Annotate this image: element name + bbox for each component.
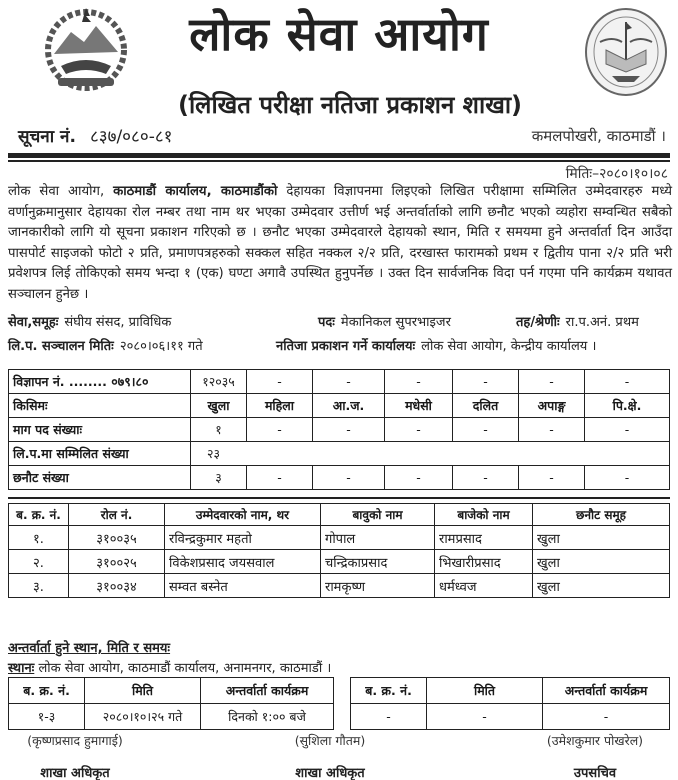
row-label: छनौट संख्या [9, 466, 191, 490]
serial-cell: २. [9, 550, 69, 574]
cell: - [519, 418, 585, 442]
cell: १२०३५ [191, 370, 247, 394]
col-header: मिति [85, 678, 201, 704]
page-title: लोक सेवा आयोग [189, 7, 489, 61]
signatory-designation: उपसचिव [573, 766, 617, 780]
serial-range-cell: - [351, 704, 427, 730]
date-cell: - [427, 704, 543, 730]
section-divider [8, 497, 670, 499]
cell: आ.ज. [313, 394, 385, 418]
place-label: स्थानः [8, 661, 35, 676]
notice-date: मितिः–२०८०।१०।०८ [565, 166, 668, 182]
roll-cell: ३१००३४ [69, 574, 165, 598]
paragraph-bold-office: काठमाडौं कार्यालय, काठमाडौंको [113, 184, 278, 199]
father-cell: रामकृष्ण [321, 574, 435, 598]
cell: - [585, 466, 670, 490]
cell: - [247, 466, 313, 490]
cell: - [453, 466, 519, 490]
cell: - [519, 370, 585, 394]
level-value: रा.प.अनं. प्रथम [565, 315, 639, 330]
cell: - [385, 418, 453, 442]
father-cell: चन्द्रिकाप्रसाद [321, 550, 435, 574]
col-header: अन्तर्वार्ता कार्यक्रम [543, 678, 670, 704]
cell: दलित [453, 394, 519, 418]
candidate-table [8, 503, 670, 598]
grandfather-cell: रामप्रसाद [435, 526, 533, 550]
level-label: तह/श्रेणीः [516, 315, 560, 330]
cell: - [453, 370, 519, 394]
service-label: सेवा,समूहः [8, 315, 59, 330]
interview-heading: अन्तर्वार्ता हुने स्थान, मिति र समयः [8, 641, 171, 656]
cell: अपाङ्ग [519, 394, 585, 418]
schedule-header-row [351, 678, 670, 704]
cell: - [385, 466, 453, 490]
col-header: ब. क्र. नं. [351, 678, 427, 704]
vacancy-row-participants [9, 442, 670, 466]
vacancy-row-selected [9, 466, 670, 490]
signature-block [525, 732, 665, 780]
col-header: ब. क्र. नं. [9, 504, 69, 526]
interview-schedule-right [350, 677, 670, 730]
vacancy-row-category [9, 394, 670, 418]
interview-schedule-left [8, 677, 334, 730]
cell: पि.क्षे. [585, 394, 670, 418]
cell: ३ [191, 466, 247, 490]
serial-range-cell: १-३ [9, 704, 85, 730]
schedule-row [9, 704, 334, 730]
paragraph-prefix: लोक सेवा आयोग, [8, 184, 114, 199]
cell: - [313, 418, 385, 442]
col-header: बाजेको नाम [435, 504, 533, 526]
cell: - [247, 370, 313, 394]
header-divider-thin [8, 160, 670, 162]
date-cell: २०८०।१०।२५ गते [85, 704, 201, 730]
cell: - [519, 466, 585, 490]
exam-date-value: २०८०।०६।११ गते [119, 339, 203, 354]
row-label: किसिमः [9, 394, 191, 418]
group-cell: खुला [533, 526, 670, 550]
cell: - [585, 370, 670, 394]
table-row [9, 526, 670, 550]
serial-cell: ३. [9, 574, 69, 598]
notice-value: ८३७/०८०-८१ [89, 127, 173, 147]
cell: - [313, 466, 385, 490]
row-label: माग पद संख्याः [9, 418, 191, 442]
name-cell: सम्वत बस्नेत [165, 574, 321, 598]
document-header [0, 0, 678, 160]
cell: मधेसी [385, 394, 453, 418]
office-value: लोक सेवा आयोग, केन्द्रीय कार्यालय । [421, 339, 597, 354]
vacancy-table [8, 369, 670, 490]
schedule-row [351, 704, 670, 730]
col-header: ब. क्र. नं. [9, 678, 85, 704]
signature-block [20, 732, 130, 780]
group-cell: खुला [533, 574, 670, 598]
cell: खुला [191, 394, 247, 418]
row-label: विज्ञापन नं. ........ ०७९।८० [9, 370, 191, 394]
col-header: अन्तर्वार्ता कार्यक्रम [201, 678, 334, 704]
grandfather-cell: भिखारीप्रसाद [435, 550, 533, 574]
schedule-header-row [9, 678, 334, 704]
cell: - [585, 418, 670, 442]
signatory-name: (कृष्णप्रसाद हुमागाई) [27, 733, 123, 748]
group-cell: खुला [533, 550, 670, 574]
cell: - [247, 418, 313, 442]
col-header: उम्मेदवारको नाम, थर [165, 504, 321, 526]
cell: महिला [247, 394, 313, 418]
row-label: लि.प.मा सम्मिलित संख्या [9, 442, 191, 466]
col-header: छनौट समूह [533, 504, 670, 526]
cell: १ [191, 418, 247, 442]
candidate-header-row [9, 504, 670, 526]
father-cell: गोपाल [321, 526, 435, 550]
vacancy-row-advert [9, 370, 670, 394]
col-header: रोल नं. [69, 504, 165, 526]
name-cell: रविन्द्रकुमार महतो [165, 526, 321, 550]
roll-cell: ३१००२५ [69, 550, 165, 574]
program-cell: दिनको १:०० बजे [201, 704, 334, 730]
post-label: पदः [318, 315, 335, 330]
signatory-name: (सुशिला गौतम) [294, 733, 366, 748]
office-label: नतिजा प्रकाशन गर्ने कार्यालयः [276, 339, 416, 354]
meta-line-1 [8, 312, 672, 330]
page-subtitle: (लिखित परीक्षा नतिजा प्रकाशन शाखा) [177, 91, 523, 119]
notice-label: सूचना नं. [18, 127, 76, 147]
vacancy-row-posts [9, 418, 670, 442]
name-cell: विकेशप्रसाद जयसवाल [165, 550, 321, 574]
roll-cell: ३१००३५ [69, 526, 165, 550]
table-row [9, 574, 670, 598]
exam-date-label: लि.प. सञ्चालन मितिः [8, 339, 114, 354]
place-value: लोक सेवा आयोग, काठमाडौं कार्यालय, अनामनगर, काठमाडौं । [38, 661, 332, 676]
interview-place [8, 658, 331, 676]
notice-number [18, 124, 173, 147]
program-cell: - [543, 704, 670, 730]
cell: २३ [191, 442, 670, 466]
meta-line-2 [8, 336, 672, 354]
service-value: संघीय संसद, प्राविधिक [64, 315, 172, 330]
cell: - [453, 418, 519, 442]
serial-cell: १. [9, 526, 69, 550]
post-value: मेकानिकल सुपरभाइजर [340, 315, 451, 330]
grandfather-cell: धर्मध्वज [435, 574, 533, 598]
header-divider-thick [8, 153, 670, 158]
notice-paragraph [8, 182, 672, 305]
col-header: बावुको नाम [321, 504, 435, 526]
col-header: मिति [427, 678, 543, 704]
table-row [9, 550, 670, 574]
office-location: कमलपोखरी, काठमाडौं । [531, 127, 666, 145]
cell: - [313, 370, 385, 394]
paragraph-body: देहायका विज्ञापनमा लिइएको लिखित परीक्षामा सम्मिलित उम्मेदवारहरु मध्ये वर्णानुक्रमानुसार देहायका रोल नम्बर तथा नाम थर भएका उम्मेदवार उत्तीर्ण भई अन्तर्वार्ताको लागि छनौट भएको व्यहोरा सम्वन्धित सबैको जानकारीको लागि यो सूचना प्रकाशन गरिएको छ । छनौट भएका उम्मेदवारले देहायको स्थान, मिति र समयमा हुने अन्तर्वार्ता दिन आउँदा पासपोर्ट साइजको फोटो २ प्रति, प्रमाणपत्रहरुको सक्कल सहित नक्कल २/२ प्रति, दरखास्त फारामको प्रथम र द्वितीय पाना २/२ प्रति भरी प्रवेशपत्र लिई तोकिएको समय भन्दा १ (एक) घण्टा अगावै उपस्थित हुनुपर्नेछ । उक्त दिन सार्वजनिक विदा पर्न गएमा पनि कार्यक्रम यथावत सञ्चालन हुनेछ । [8, 184, 672, 302]
cell: - [385, 370, 453, 394]
signatory-designation: शाखा अधिकृत [40, 766, 110, 780]
signatory-name: (उमेशकुमार पोखरेल) [546, 733, 644, 748]
signatory-designation: शाखा अधिकृत [295, 766, 365, 780]
signature-block [280, 732, 380, 780]
